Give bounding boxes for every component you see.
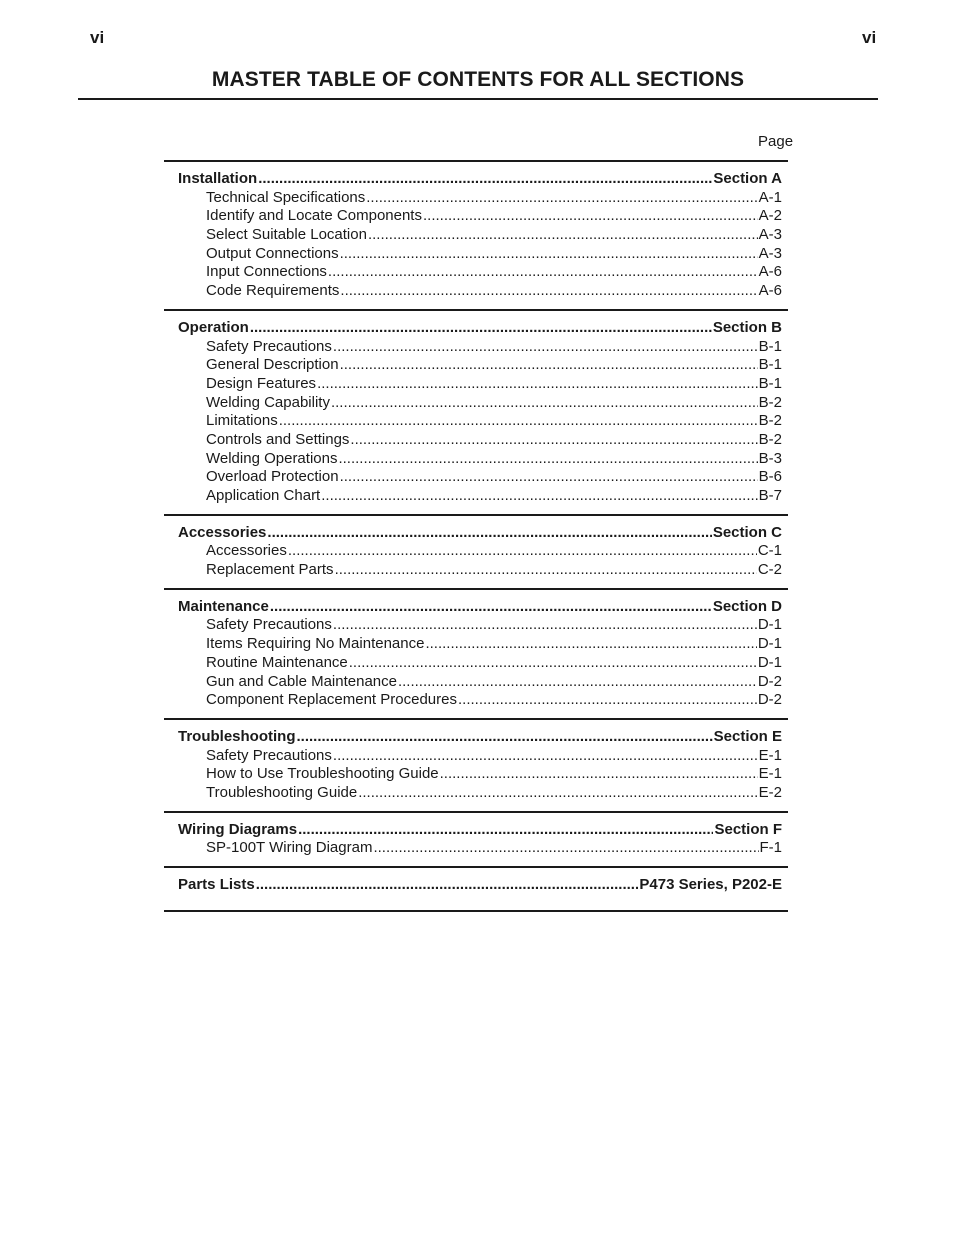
dot-leader	[333, 747, 758, 766]
toc-entry-label: Troubleshooting Guide	[206, 783, 358, 801]
toc-entry-label: Select Suitable Location	[206, 226, 367, 244]
toc-entry	[164, 245, 782, 264]
toc-entry-page: F-1	[759, 839, 782, 857]
dot-leader	[321, 487, 757, 506]
page-title: MASTER TABLE OF CONTENTS FOR ALL SECTIONS	[211, 68, 745, 91]
toc-entry	[164, 431, 782, 450]
toc-section-heading-label: Operation	[178, 318, 249, 336]
dot-leader	[358, 784, 757, 803]
toc-entry-page: B-6	[758, 468, 782, 486]
toc-section-heading-label: Parts Lists	[178, 876, 255, 893]
dot-leader	[270, 598, 712, 617]
dot-leader	[340, 356, 758, 375]
title-divider	[78, 98, 878, 100]
toc-entry	[164, 450, 782, 469]
dot-leader	[298, 821, 713, 840]
toc-section-heading	[164, 728, 782, 747]
toc-entry-label: Input Connections	[206, 263, 327, 281]
toc-entry-label: Safety Precautions	[206, 746, 332, 764]
toc-section-heading-label: Maintenance	[178, 597, 269, 615]
dot-leader	[340, 282, 757, 301]
toc-entry	[164, 765, 782, 784]
toc-entry-label: Component Replacement Procedures	[206, 691, 457, 709]
toc-section-heading	[164, 598, 782, 617]
toc-entry-page: A-3	[758, 244, 782, 262]
toc-section-heading-page: Section A	[713, 170, 782, 187]
toc-section-heading-label: Troubleshooting	[178, 727, 296, 745]
toc-entry	[164, 226, 782, 245]
dot-leader	[425, 635, 756, 654]
toc-entry-page: A-6	[758, 282, 782, 300]
toc-entry-page: D-2	[757, 691, 782, 709]
toc-entry-label: Controls and Settings	[206, 430, 350, 448]
toc-section-heading	[164, 524, 782, 543]
toc-entry-page: B-1	[758, 356, 782, 374]
toc-section	[164, 718, 788, 811]
toc-section-heading-page: Section B	[712, 318, 782, 336]
toc-entry	[164, 282, 782, 301]
toc-entry-label: General Description	[206, 356, 339, 374]
toc-entry-page: D-2	[757, 672, 782, 690]
toc-section-heading-page: Section E	[713, 727, 782, 745]
toc-entry	[164, 263, 782, 282]
dot-leader	[338, 450, 757, 469]
toc-entry	[164, 561, 782, 580]
toc-entry-page: A-2	[758, 207, 782, 225]
toc-entry	[164, 356, 782, 375]
toc-section-heading-label: Wiring Diagrams	[178, 820, 298, 838]
toc-entry	[164, 635, 782, 654]
toc-entry-label: Safety Precautions	[206, 337, 332, 355]
toc-entry-page: B-1	[758, 374, 782, 392]
toc-entry-label: Overload Protection	[206, 468, 339, 486]
dot-leader	[398, 673, 757, 692]
toc-entry	[164, 673, 782, 692]
toc-section-heading-page: Section D	[712, 597, 782, 615]
toc-section	[164, 309, 788, 514]
toc-entry-page: E-1	[758, 746, 782, 764]
dot-leader	[328, 263, 758, 282]
toc-entry-page: A-6	[758, 263, 782, 281]
toc-entry-label: Routine Maintenance	[206, 653, 348, 671]
toc-entry-page: B-7	[758, 487, 782, 504]
toc-entry-page: B-3	[758, 449, 782, 467]
toc-entry	[164, 468, 782, 487]
toc-entry-label: Output Connections	[206, 244, 339, 262]
table-of-contents	[164, 160, 788, 912]
dot-leader	[297, 728, 713, 747]
toc-entry-label: Gun and Cable Maintenance	[206, 672, 397, 690]
dot-leader	[368, 226, 758, 245]
dot-leader	[317, 375, 758, 394]
dot-leader	[279, 412, 758, 431]
toc-entry	[164, 542, 782, 561]
toc-section-heading-page: Section C	[712, 523, 782, 541]
dot-leader	[250, 319, 712, 338]
toc-entry-label: Identify and Locate Components	[206, 207, 422, 225]
dot-leader	[366, 189, 757, 208]
dot-leader	[340, 245, 758, 264]
toc-entry	[164, 616, 782, 635]
toc-entry-page: C-1	[757, 542, 782, 560]
toc-section	[164, 160, 788, 309]
dot-leader	[458, 691, 757, 710]
dot-leader	[340, 468, 758, 487]
toc-entry-page: B-2	[758, 412, 782, 430]
toc-section	[164, 811, 788, 866]
toc-entry	[164, 189, 782, 208]
dot-leader	[267, 524, 711, 543]
toc-entry-label: Items Requiring No Maintenance	[206, 635, 425, 653]
toc-section-heading-label: Installation	[178, 170, 258, 187]
toc-entry	[164, 487, 782, 506]
dot-leader	[335, 561, 757, 580]
toc-entry-label: Limitations	[206, 412, 278, 430]
dot-leader	[349, 654, 757, 673]
toc-section-heading	[164, 319, 782, 338]
toc-entry-label: Application Chart	[206, 487, 321, 504]
toc-section	[164, 588, 788, 718]
toc-entry	[164, 691, 782, 710]
toc-entry	[164, 784, 782, 803]
toc-entry-page: A-1	[758, 188, 782, 206]
dot-leader	[350, 431, 757, 450]
toc-entry	[164, 207, 782, 226]
dot-leader	[258, 170, 712, 189]
toc-entry-label: Welding Operations	[206, 449, 338, 467]
dot-leader	[333, 338, 758, 357]
toc-section-heading	[164, 821, 782, 840]
toc-section-heading-page: Section F	[714, 820, 782, 838]
toc-entry-label: Design Features	[206, 374, 317, 392]
toc-entry-label: Code Requirements	[206, 282, 340, 300]
toc-entry-page: B-2	[758, 393, 782, 411]
page-number-left: vi	[90, 28, 105, 47]
toc-entry-page: A-3	[758, 226, 782, 244]
toc-entry	[164, 412, 782, 431]
dot-leader	[423, 207, 758, 226]
toc-entry	[164, 394, 782, 413]
toc-entry-label: SP-100T Wiring Diagram	[206, 839, 373, 857]
dot-leader	[331, 394, 758, 413]
toc-entry-page: B-2	[758, 430, 782, 448]
toc-section-heading	[164, 170, 782, 189]
toc-entry	[164, 747, 782, 766]
toc-entry-page: B-1	[758, 337, 782, 355]
toc-entry-page: D-1	[757, 653, 782, 671]
toc-entry-label: Safety Precautions	[206, 616, 332, 634]
toc-entry-label: Accessories	[206, 542, 287, 560]
page-column-label: Page	[758, 133, 794, 150]
toc-entry-label: How to Use Troubleshooting Guide	[206, 765, 439, 783]
dot-leader	[373, 839, 758, 858]
toc-section-heading	[164, 876, 782, 895]
dot-leader	[440, 765, 758, 784]
toc-entry	[164, 839, 782, 858]
toc-entry-page: E-2	[758, 783, 782, 801]
toc-entry	[164, 375, 782, 394]
toc-entry-label: Welding Capability	[206, 393, 330, 411]
toc-entry-label: Replacement Parts	[206, 561, 334, 579]
page-number-right: vi	[862, 28, 877, 47]
toc-section-heading-label: Accessories	[178, 523, 267, 541]
toc-entry-page: D-1	[757, 635, 782, 653]
toc-entry-page: C-2	[757, 561, 782, 579]
toc-entry	[164, 338, 782, 357]
dot-leader	[256, 876, 639, 895]
toc-entry	[164, 654, 782, 673]
dot-leader	[288, 542, 757, 561]
toc-section	[164, 866, 788, 912]
dot-leader	[333, 616, 757, 635]
toc-entry-page: D-1	[757, 616, 782, 634]
toc-section-heading-page: P473 Series, P202-E	[639, 876, 782, 893]
toc-section	[164, 514, 788, 588]
toc-entry-page: E-1	[758, 765, 782, 783]
toc-entry-label: Technical Specifications	[206, 188, 366, 206]
